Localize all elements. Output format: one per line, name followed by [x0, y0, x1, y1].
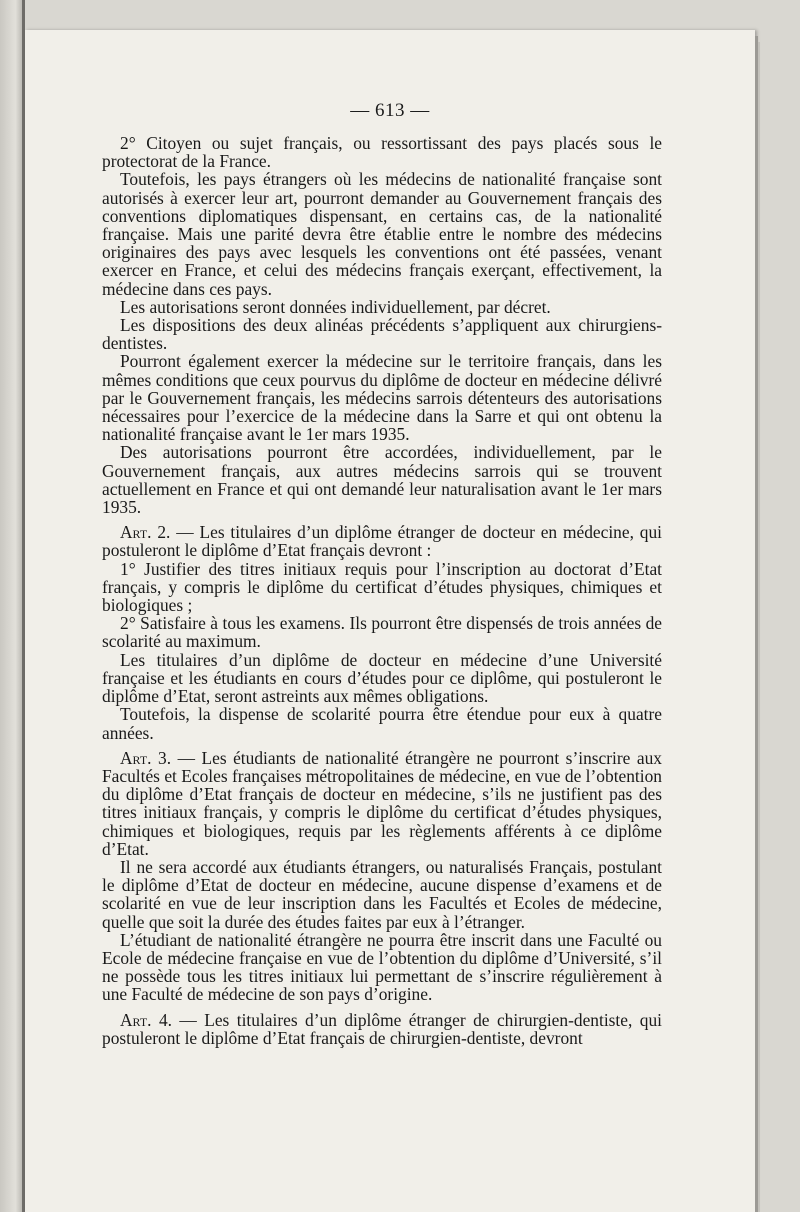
article-paragraph — [102, 749, 662, 858]
paragraph-text: Il ne sera accordé aux étudiants étrangers, ou naturalisés Français, postulant le diplôme d’Etat de docteur en médecine, aucune dispense d’examens et de scolarité en vue de leur inscription dans les Facultés et Ecoles de médecine, quelle que soit la durée des études faites par eux à l’étranger. — [102, 856, 662, 932]
paragraph-text: Les autorisations seront données individuellement, par décret. — [120, 296, 551, 317]
paragraph-text: L’étudiant de nationalité étrangère ne pourra être inscrit dans une Faculté ou Ecole de médecine française en vue de l’obtention du diplôme d’Université, s’il ne possède tous les titres initiaux lui permettant de s’inscrire régulièrement à une Faculté de médecine de son pays d’origine. — [102, 929, 662, 1005]
paragraph-text: Les titulaires d’un diplôme de docteur en médecine d’une Université française et les étudiants en cours d’études pour ce diplôme, qui postuleront le diplôme d’Etat, seront astreints aux mêmes obligations. — [102, 649, 662, 707]
paragraph — [102, 134, 662, 170]
paragraph-text: Toutefois, les pays étrangers où les médecins de nationalité française sont autorisés à exercer leur art, pourront demander au Gouvernement français des conventions diplomatiques dispensant, en certains cas, de la nationalité française. Mais une parité devra être établie entre le nombre des médecins originaires des pays avec lesquels les conventions ont été passées, venant exercer en France, et celui des médecins français exerçant, effectivement, la médecine dans ces pays. — [102, 169, 662, 299]
paragraph-text: Toutefois, la dispense de scolarité pourra être étendue pour eux à quatre années. — [102, 704, 662, 743]
paragraph-text: Pourront également exercer la médecine sur le territoire français, dans les mêmes conditions que ceux pourvus du diplôme de docteur en médecine délivré par le Gouvernement français, les médecins sarrois détenteurs des autorisations nécessaires pour l’exercice de la médecine dans la Sarre et qui ont obtenu la nationalité française avant le 1er mars 1935. — [102, 351, 662, 445]
paragraph-text: Des autorisations pourront être accordées, individuellement, par le Gouvernement français, aux autres médecins sarrois qui se trouvent actuellement en France et qui ont demandé leur naturalisation avant le 1er mars 1935. — [102, 442, 662, 518]
paragraph-text: — Les titulaires d’un diplôme étranger de docteur en médecine, qui postuleront le diplôme d’Etat français devront : — [102, 522, 662, 561]
body-text — [102, 134, 662, 1047]
paragraph-text: 2° Satisfaire à tous les examens. Ils pourront être dispensés de trois années de scolarité au maximum. — [102, 613, 662, 652]
article-paragraph — [102, 523, 662, 559]
paragraph-text: 1° Justifier des titres initiaux requis pour l’inscription au doctorat d’Etat français, y compris le diplôme du certificat d’études physiques, chimiques et biologiques ; — [102, 558, 662, 616]
paragraph — [102, 316, 662, 352]
paragraph — [102, 705, 662, 741]
paragraph — [102, 858, 662, 931]
article-number: Art. 3. — [120, 747, 172, 768]
paragraph — [102, 352, 662, 443]
paragraph-text: 2° Citoyen ou sujet français, ou ressortissant des pays placés sous le protectorat de la France. — [102, 133, 662, 172]
article-paragraph — [102, 1011, 662, 1047]
paragraph — [102, 298, 662, 316]
article-number: Art. 4. — [120, 1009, 172, 1030]
previous-page-edge — [0, 0, 22, 1212]
paragraph — [102, 651, 662, 706]
paragraph — [102, 560, 662, 615]
paragraph — [102, 170, 662, 297]
article-number: Art. 2. — [120, 522, 171, 543]
paragraph — [102, 614, 662, 650]
paragraph — [102, 931, 662, 1004]
page-stack-edge-inner — [758, 42, 760, 1212]
page-sheet — [25, 30, 755, 1212]
page-number: — 613 — — [350, 100, 430, 121]
paragraph-text: — Les étudiants de nationalité étrangère ne pourront s’inscrire aux Facultés et Ecoles françaises métropolitaines de médecine, en vue de l’obtention du diplôme d’Etat français de docteur en médecine, s’ils ne justifient pas des titres initiaux français, y compris le diplôme du certificat d’études physiques, chimiques et biologiques, requis par les règlements afférents à ce diplôme d’Etat. — [102, 747, 662, 859]
paragraph — [102, 443, 662, 516]
paragraph-text: — Les titulaires d’un diplôme étranger de chirurgien-dentiste, qui postuleront le diplôme d’Etat français de chirurgien-dentiste, devront — [102, 1009, 662, 1048]
paragraph-text: Les dispositions des deux alinéas précédents s’appliquent aux chirurgiens-dentistes. — [102, 315, 662, 354]
